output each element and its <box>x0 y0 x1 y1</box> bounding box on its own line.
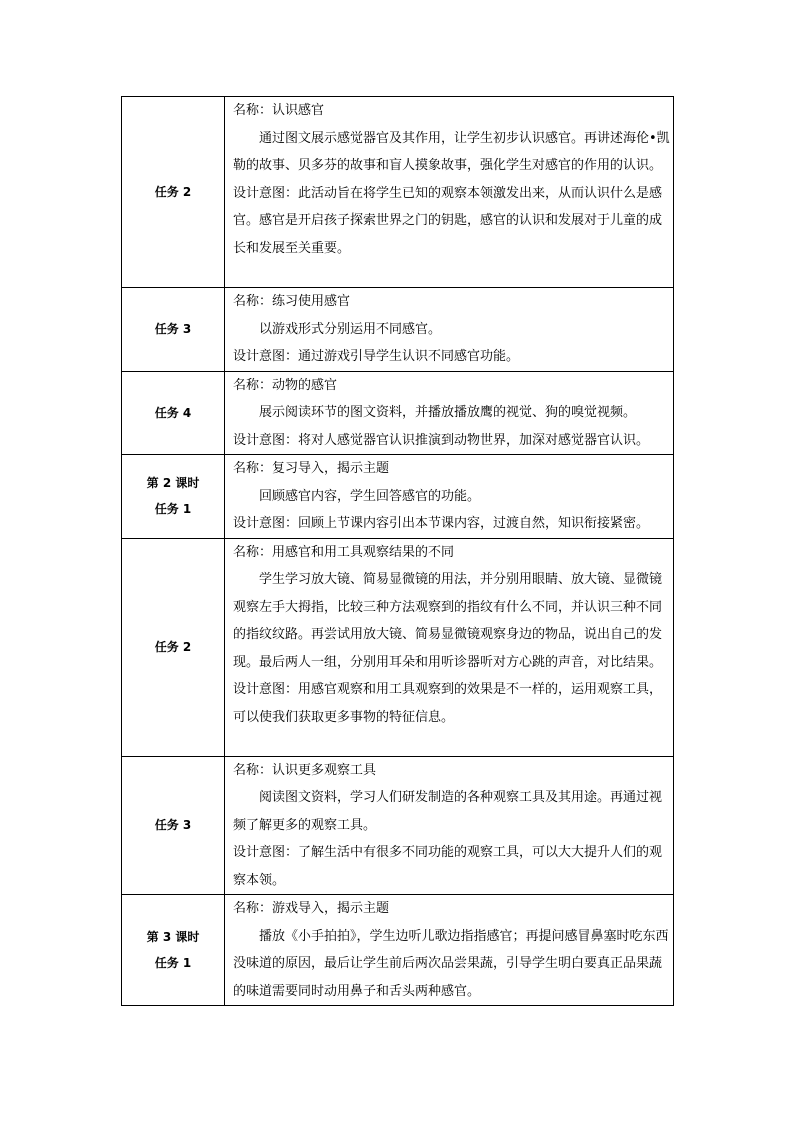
design-intent: 设计意图：回顾上节课内容引出本节课内容，过渡自然，知识衔接紧密。 <box>233 516 650 531</box>
table-row <box>122 371 674 455</box>
lesson-plan-table <box>121 96 674 1006</box>
task-label-text: 任务 4 <box>154 405 192 420</box>
task-label <box>122 97 225 288</box>
task-content <box>225 288 674 372</box>
table-row <box>122 895 674 1006</box>
task-name: 名称：复习导入，揭示主题 <box>233 461 390 476</box>
task-content <box>225 895 674 1006</box>
lesson-label: 第 2 课时 <box>146 476 200 491</box>
task-description: 阅读图文资料，学习人们研发制造的各种观察工具及其用途。再通过视频了解更多的观察工具。 <box>233 790 663 833</box>
task-name: 名称：动物的感官 <box>233 377 338 393</box>
task-description: 播放《小手拍拍》，学生边听儿歌边指指感官；再提问感冒鼻塞时吃东西没味道的原因，最后让学生前后两次品尝果蔬，引导学生明白要真正品果蔬的味道需要同时动用鼻子和舌头两种感官。 <box>233 928 669 999</box>
task-description: 学生学习放大镜、简易显微镜的用法，并分别用眼睛、放大镜、显微镜观察左手大拇指，比较三种方法观察到的指纹有什么不同，并认识三种不同的指纹纹路。再尝试用放大镜、简易显微镜观察身边的物品，说出自己的发现。最后两人一组，分别用耳朵和用听诊器听对方心跳的声音，对比结果。 <box>233 572 663 670</box>
task-name: 名称：认识感官 <box>233 103 325 118</box>
task-label-text: 任务 1 <box>154 956 192 970</box>
table-row <box>122 756 674 895</box>
table-row <box>122 455 674 539</box>
task-content <box>225 97 674 288</box>
task-label <box>122 538 225 756</box>
task-label <box>122 455 225 539</box>
task-label-text: 任务 3 <box>154 818 192 833</box>
table-row <box>122 97 674 288</box>
task-label-text: 任务 3 <box>154 322 192 337</box>
task-name: 名称：认识更多观察工具 <box>233 762 377 778</box>
task-description: 展示阅读环节的图文资料，并播放播放鹰的视觉、狗的嗅觉视频。 <box>259 405 637 420</box>
task-name: 名称：练习使用感官 <box>233 294 351 309</box>
design-intent: 设计意图：通过游戏引导学生认识不同感官功能。 <box>233 349 520 364</box>
table-row <box>122 538 674 756</box>
design-intent: 设计意图：了解生活中有很多不同功能的观察工具，可以大大提升人们的观察本领。 <box>233 845 663 888</box>
task-label-text: 任务 1 <box>154 502 192 517</box>
design-intent: 设计意图：将对人感觉器官认识推演到动物世界，加深对感觉器官认识。 <box>233 432 650 448</box>
task-label <box>122 288 225 372</box>
task-label-text: 任务 2 <box>154 185 192 199</box>
table-row <box>122 288 674 372</box>
task-label <box>122 371 225 455</box>
task-content <box>225 756 674 895</box>
task-label-text: 任务 2 <box>154 640 192 654</box>
task-description: 回顾感官内容，学生回答感官的功能。 <box>259 488 481 504</box>
design-intent: 设计意图：此活动旨在将学生已知的观察本领激发出来，从而认识什么是感官。感官是开启孩子探索世界之门的钥匙，感官的认识和发展对于儿童的成长和发展至关重要。 <box>233 185 663 256</box>
lesson-label: 第 3 课时 <box>146 930 200 944</box>
task-name: 名称：用感官和用工具观察结果的不同 <box>233 544 455 560</box>
task-content <box>225 538 674 756</box>
task-name: 名称：游戏导入，揭示主题 <box>233 901 390 916</box>
design-intent: 设计意图：用感官观察和用工具观察到的效果是不一样的，运用观察工具，可以使我们获取更多事物的特征信息。 <box>233 682 663 725</box>
task-description: 通过图文展示感觉器官及其作用，让学生初步认识感官。再讲述海伦•凯勒的故事、贝多芬的故事和盲人摸象故事，强化学生对感官的作用的认识。 <box>233 130 670 173</box>
task-label <box>122 895 225 1006</box>
task-description: 以游戏形式分别运用不同感官。 <box>259 321 442 337</box>
task-label <box>122 756 225 895</box>
task-content <box>225 371 674 455</box>
task-content <box>225 455 674 539</box>
